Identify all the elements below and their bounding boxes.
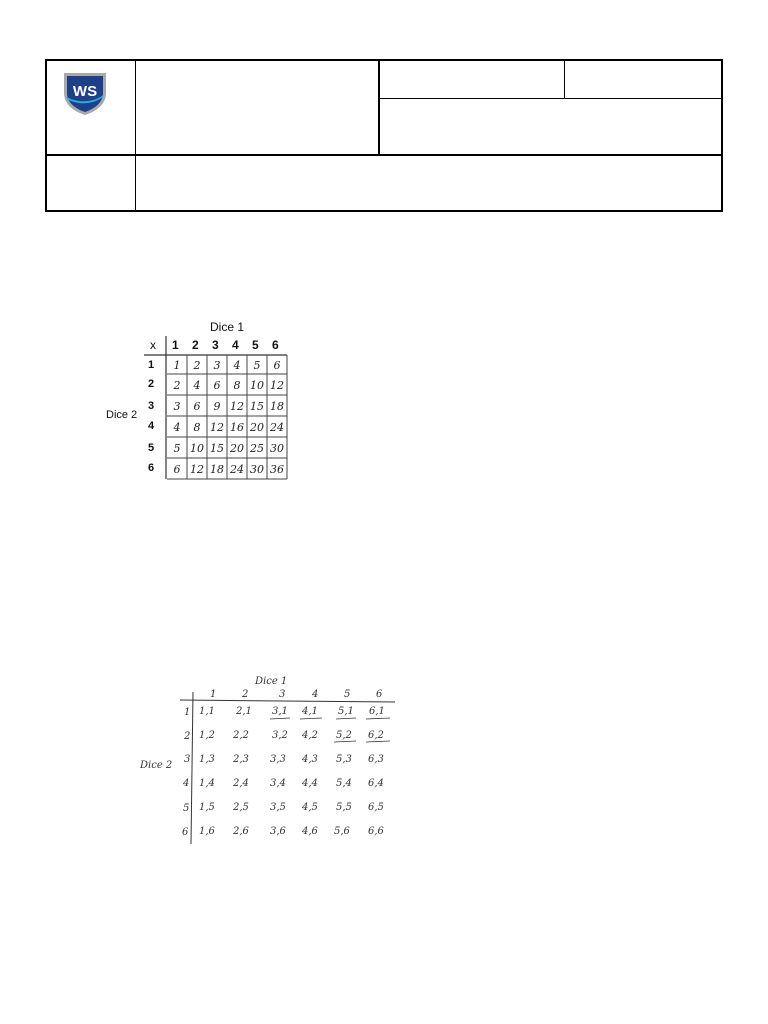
- grid1-cell: 4: [233, 359, 241, 372]
- grid1-title: Dice 1: [210, 320, 245, 334]
- grid1-cell: 15: [210, 442, 224, 455]
- grid1-cell: 15: [250, 400, 264, 413]
- grid1-cell: 2: [173, 379, 181, 392]
- grid2-col-header: 6: [376, 689, 383, 700]
- grid1-cell: 10: [190, 442, 204, 455]
- grid2-row-header: 3: [184, 754, 191, 765]
- grid1-cell: 12: [270, 379, 284, 392]
- grid2-side-label: Dice 2: [140, 760, 173, 771]
- grid1-cell: 12: [190, 463, 204, 476]
- grid1-cell: 18: [210, 463, 224, 476]
- grid2-cell: 3,4: [270, 778, 286, 789]
- grid2-row-header: 1: [184, 707, 191, 718]
- grid2-cell: 6,3: [368, 754, 384, 765]
- grid2-cell: 5,4: [336, 778, 352, 789]
- grid1-cell: 25: [250, 442, 264, 455]
- grid2-cell: 3,3: [270, 754, 286, 765]
- grid1-cell: 5: [173, 442, 181, 455]
- grid1-cell: 6: [273, 359, 281, 372]
- grid1-cell: 30: [250, 463, 264, 476]
- grid1-cell: 3: [213, 359, 221, 372]
- grid1-col-header: 6: [272, 338, 279, 352]
- grid2-cell: 4,6: [302, 826, 318, 837]
- grid2-cell: 6,5: [368, 802, 384, 813]
- grid2-cell: 2,1: [236, 706, 252, 717]
- grid1-cell: 12: [210, 421, 224, 434]
- grid2-cell: 4,5: [302, 802, 318, 813]
- grid2-cell: 6,1: [369, 706, 385, 717]
- grid1-cell: 8: [193, 421, 201, 434]
- grid2-cell: 2,5: [233, 802, 249, 813]
- school-logo: [61, 69, 109, 117]
- grid2-cell: 6,6: [368, 826, 384, 837]
- multiplication-grid: [100, 318, 300, 488]
- grid2-cell: 5,6: [334, 826, 350, 837]
- header-divider: [47, 154, 723, 156]
- grid2-cell: 4,3: [302, 754, 318, 765]
- grid2-cell: 6,4: [368, 778, 384, 789]
- grid1-cell: 24: [230, 463, 244, 476]
- grid1-cell: 12: [230, 400, 244, 413]
- grid2-cell: 1,2: [199, 730, 215, 741]
- grid2-cell: 2,2: [233, 730, 249, 741]
- grid2-cell: 5,1: [338, 706, 354, 717]
- grid1-row-header: 6: [148, 462, 155, 474]
- grid1-cell: 6: [213, 379, 221, 392]
- grid2-cell: 4,4: [302, 778, 318, 789]
- grid1-corner: x: [150, 338, 156, 352]
- header-table: [45, 59, 723, 212]
- grid2-col-header: 5: [344, 689, 351, 700]
- grid1-cell: 6: [173, 463, 181, 476]
- grid1-row-header: 1: [148, 359, 155, 371]
- grid2-cell: 1,6: [199, 826, 215, 837]
- grid1-col-header: 3: [212, 338, 219, 352]
- grid2-cell: 3,5: [270, 802, 286, 813]
- grid2-cell: 6,2: [368, 730, 384, 741]
- grid1-cell: 1: [173, 359, 181, 372]
- grid2-row-header: 4: [183, 778, 190, 789]
- grid2-col-header: 4: [312, 689, 319, 700]
- grid2-row-header: 2: [184, 731, 191, 742]
- grid1-row-header: 2: [148, 378, 155, 390]
- grid2-cell: 4,2: [302, 730, 318, 741]
- grid1-cell: 16: [230, 421, 244, 434]
- grid1-col-header: 5: [252, 338, 259, 352]
- grid1-row-header: 4: [148, 420, 155, 432]
- grid2-cell: 2,4: [233, 778, 249, 789]
- grid1-cell: 3: [173, 400, 181, 413]
- grid1-side-label: Dice 2: [106, 409, 138, 421]
- grid2-cell: 3,1: [272, 706, 288, 717]
- grid2-cell: 4,1: [302, 706, 318, 717]
- grid1-cell: 24: [270, 421, 284, 434]
- grid2-title: Dice 1: [255, 676, 288, 687]
- grid1-cell: 8: [233, 379, 241, 392]
- grid1-col-header: 2: [192, 338, 199, 352]
- grid2-col-header: 1: [210, 689, 217, 700]
- header-divider: [378, 61, 380, 155]
- header-divider: [135, 61, 136, 210]
- grid1-cell: 6: [193, 400, 201, 413]
- grid1-row-header: 3: [148, 400, 155, 412]
- grid1-cell: 18: [270, 400, 284, 413]
- grid1-cell: 30: [270, 442, 284, 455]
- grid2-cell: 1,1: [199, 706, 215, 717]
- logo-text: WS: [72, 83, 98, 100]
- grid2-col-header: 2: [242, 689, 249, 700]
- grid1-cell: 36: [270, 463, 284, 476]
- grid1-cell: 10: [250, 379, 264, 392]
- grid2-row-header: 6: [182, 827, 189, 838]
- grid2-cell: 3,6: [270, 826, 286, 837]
- header-divider: [564, 61, 565, 99]
- grid1-cell: 4: [193, 379, 201, 392]
- grid1-cell: 5: [253, 359, 261, 372]
- grid1-cell: 4: [173, 421, 181, 434]
- grid2-cell: 1,4: [199, 778, 215, 789]
- grid2-cell: 3,2: [272, 730, 288, 741]
- grid1-cell: 2: [193, 359, 201, 372]
- grid2-cell: 2,6: [233, 826, 249, 837]
- header-divider: [378, 98, 723, 99]
- grid1-cell: 20: [250, 421, 264, 434]
- grid2-cell: 5,3: [336, 754, 352, 765]
- grid1-row-header: 5: [148, 442, 155, 454]
- grid1-col-header: 1: [172, 338, 179, 352]
- grid2-cell: 1,3: [199, 754, 215, 765]
- grid1-col-header: 4: [232, 338, 239, 352]
- grid2-col-header: 3: [279, 689, 286, 700]
- grid2-row-header: 5: [183, 803, 190, 814]
- outcomes-grid: [140, 676, 410, 846]
- grid1-cell: 20: [230, 442, 244, 455]
- grid2-cell: 1,5: [199, 802, 215, 813]
- grid2-cell: 5,5: [336, 802, 352, 813]
- grid1-cell: 9: [213, 400, 221, 413]
- grid2-cell: 2,3: [233, 754, 249, 765]
- grid2-cell: 5,2: [336, 730, 352, 741]
